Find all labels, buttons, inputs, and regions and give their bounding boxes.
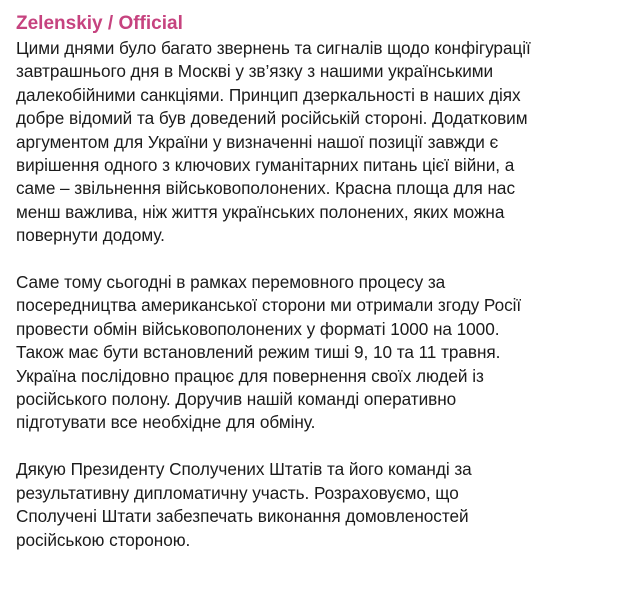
text-line: аргументом для України у визначенні нашої позиції завжди є bbox=[16, 131, 499, 152]
text-line: Також має бути встановлений режим тиші 9, 10 та 11 травня. bbox=[16, 342, 501, 363]
text-line: далекобійними санкціями. Принцип дзеркальності в наших діях bbox=[16, 84, 521, 105]
text-line: Дякую Президенту Сполучених Штатів та його команді за bbox=[16, 459, 472, 480]
post-paragraph-2 bbox=[16, 271, 631, 435]
text-line: Україна послідовно працює для повернення своїх людей із bbox=[16, 365, 484, 386]
text-line: російською стороною. bbox=[16, 529, 191, 550]
text-line: Саме тому сьогодні в рамках перемовного процесу за bbox=[16, 272, 446, 293]
text-line: підготувати все необхідне для обміну. bbox=[16, 412, 316, 433]
text-line: повернути додому. bbox=[16, 225, 165, 246]
text-line: результативну дипломатичну участь. Розраховуємо, що bbox=[16, 482, 459, 503]
text-line: вирішення одного з ключових гуманітарних питань цієї війни, а bbox=[16, 155, 515, 176]
text-line: менш важлива, ніж життя українських полонених, яких можна bbox=[16, 201, 505, 222]
channel-name[interactable]: Zelenskiy / Official bbox=[16, 13, 183, 34]
text-line: завтрашнього дня в Москві у зв’язку з нашими українськими bbox=[16, 61, 494, 82]
text-line: посередництва американської сторони ми отримали згоду Росії bbox=[16, 295, 522, 316]
text-line: Сполучені Штати забезпечать виконання домовленостей bbox=[16, 506, 469, 527]
post-paragraph-3 bbox=[16, 458, 631, 552]
text-line: Цими днями було багато звернень та сигналів щодо конфігурації bbox=[16, 38, 531, 58]
text-line: російського полону. Доручив нашій команді оперативно bbox=[16, 389, 457, 410]
text-line: добре відомий та був доведений російській стороні. Додатковим bbox=[16, 108, 528, 129]
text-line: саме – звільнення військовополонених. Красна площа для нас bbox=[16, 178, 515, 199]
text-line: провести обмін військовополонених у форматі 1000 на 1000. bbox=[16, 318, 500, 339]
post-paragraph-1 bbox=[16, 37, 631, 248]
